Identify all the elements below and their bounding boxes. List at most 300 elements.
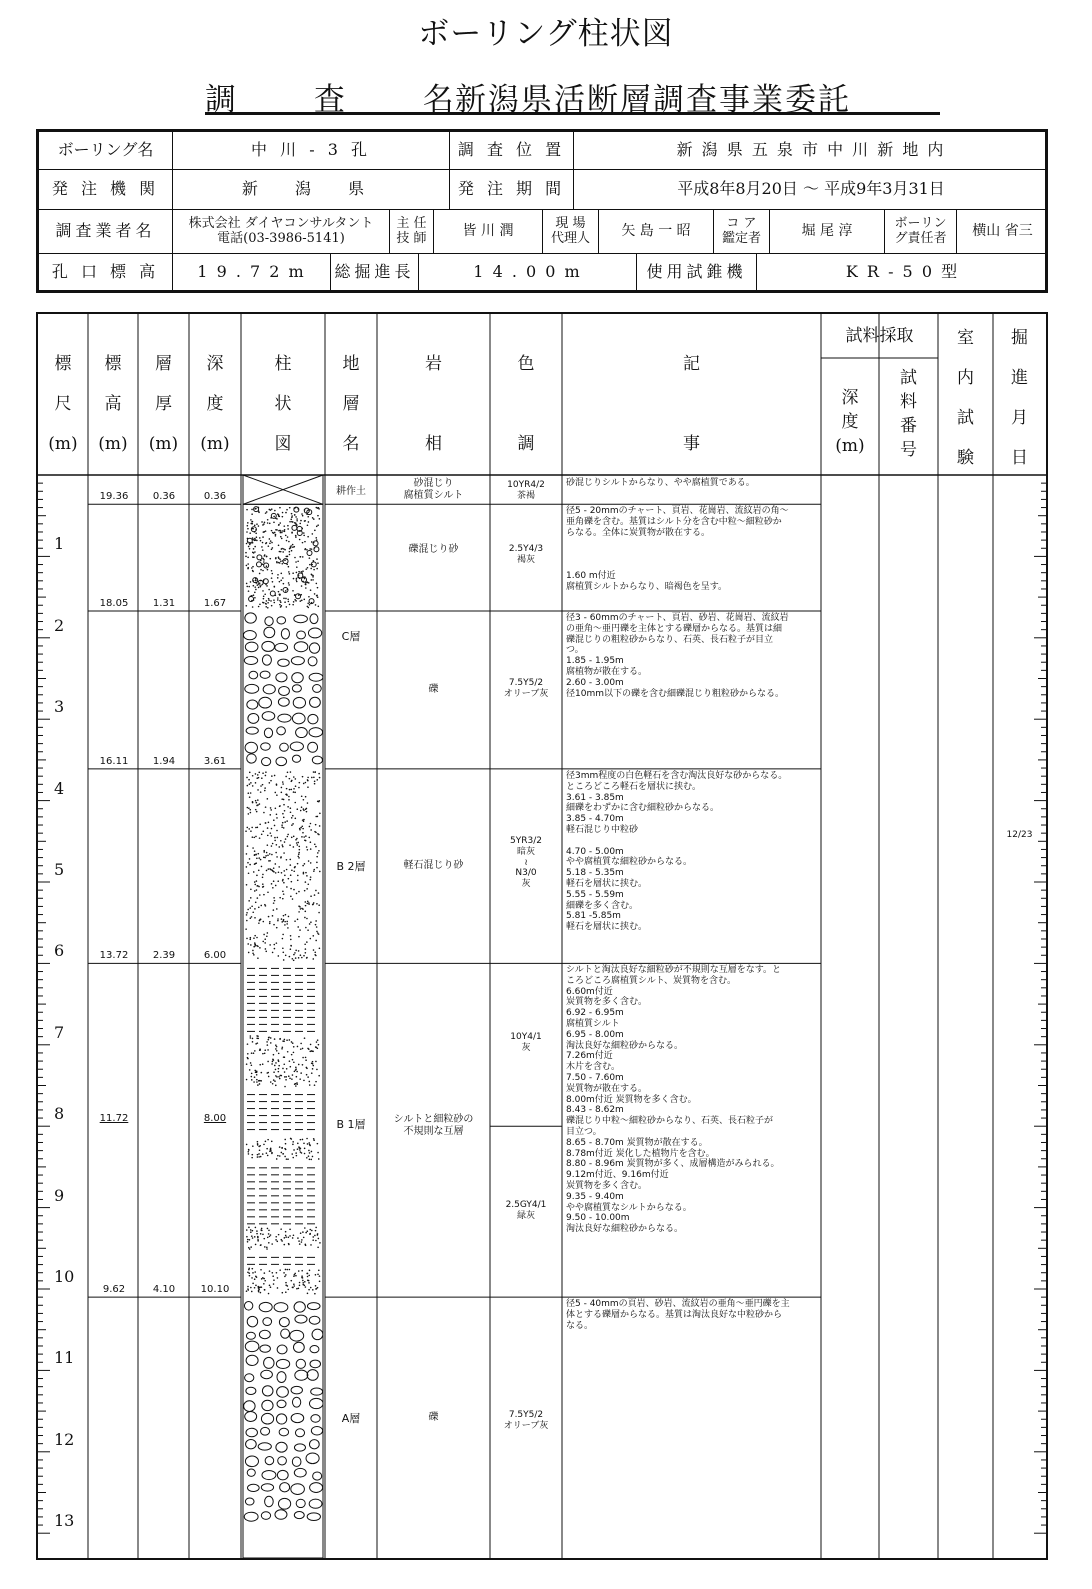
pumice-sand-dot — [276, 856, 278, 858]
gravel-circle — [256, 562, 261, 567]
fine-sand-dot — [282, 1040, 284, 1042]
sand-dot — [288, 582, 290, 584]
sand-dot — [271, 573, 273, 575]
sand-dot — [266, 585, 268, 587]
pumice-sand-dot — [252, 785, 254, 787]
pumice-sand-dot — [274, 900, 276, 902]
fine-sand-dot — [292, 1144, 294, 1146]
pumice-sand-dot — [306, 941, 308, 943]
fine-sand-dot — [255, 1043, 257, 1045]
fine-sand-dot — [263, 1278, 265, 1280]
sand-dot — [295, 535, 297, 537]
gravel-pebble — [243, 631, 256, 640]
fine-sand-dot — [267, 1049, 269, 1051]
fine-sand-dot — [317, 1047, 319, 1049]
fine-sand-dot — [275, 1236, 277, 1238]
pumice-sand-dot — [299, 929, 301, 931]
pumice-sand-dot — [291, 824, 293, 826]
sand-dot — [287, 536, 289, 538]
fine-sand-dot — [252, 1283, 254, 1285]
pumice-sand-dot — [293, 776, 295, 778]
fine-sand-dot — [315, 1285, 317, 1287]
pumice-sand-dot — [276, 844, 278, 846]
sand-dot — [272, 547, 274, 549]
notes-5: シルトと淘汰良好な細粒砂が不規則な互層をなす。と ころどころ腐植質シルト、炭質物を含む。 6.60m付近 炭質物を多く含む。 6.92 - 6.95m 腐植質シルト 6.95 - 8.00m 淘汰良好な細粒砂からなる。 7.26m付近 木片を含む。 7.50 - 7.60m 炭質物が散在する。 8.00m付近 炭質物を多く含む。 8.43 - 8.62m 礫混じり中粒～細粒砂からなり、石英、長石粒子が 目立つ。 8.65 - 8.70m 炭質物が散在する。 8.78m付近 炭化した植物片を含む。 8.80 - 8.96m 炭質物が多く、成層構造がみられる。 9.12m付近、9.16m付近 炭質物を多く含む。 9.35 - 9.40m やや腐植質なシルトからなる。 9.50 - 10.00m 淘汰良好な細粒砂からなる。 — [566, 965, 782, 1235]
fine-sand-dot — [288, 1236, 290, 1238]
fine-sand-dot — [295, 1069, 297, 1071]
sand-dot — [276, 518, 278, 520]
pumice-sand-dot — [290, 939, 292, 941]
fine-sand-dot — [289, 1039, 291, 1041]
pumice-sand-dot — [281, 826, 283, 828]
fine-sand-dot — [271, 1153, 273, 1155]
pumice-sand-dot — [256, 811, 258, 813]
pumice-sand-dot — [255, 854, 257, 856]
sand-dot — [275, 557, 277, 559]
sand-dot — [275, 534, 277, 536]
sand-dot — [306, 549, 308, 551]
scale-label: 6 — [54, 941, 65, 961]
pumice-sand-dot — [254, 943, 256, 945]
pumice-sand-dot — [283, 959, 285, 961]
pumice-sand-dot — [276, 927, 278, 929]
sand-dot — [279, 558, 281, 560]
pumice-sand-dot — [298, 857, 300, 859]
pumice-sand-dot — [287, 927, 289, 929]
gravel-pebble — [292, 755, 300, 762]
sand-dot — [268, 598, 270, 600]
fine-sand-dot — [270, 1042, 272, 1044]
pumice-sand-dot — [256, 889, 258, 891]
pumice-sand-dot — [298, 787, 300, 789]
gravel-pebble — [293, 1342, 304, 1352]
sand-dot — [271, 542, 273, 544]
sand-dot — [299, 523, 301, 525]
pumice-sand-dot — [264, 942, 266, 944]
pumice-sand-dot — [255, 773, 257, 775]
sand-dot — [287, 528, 289, 530]
fine-sand-dot — [262, 1233, 264, 1235]
color-2: 2.5Y4/3 褐灰 — [508, 544, 544, 565]
sand-dot — [268, 545, 270, 547]
pumice-sand-dot — [305, 952, 307, 954]
pumice-sand-dot — [249, 939, 251, 941]
sand-dot — [287, 598, 289, 600]
gravel-pebble — [279, 1317, 289, 1326]
fine-sand-dot — [285, 1291, 287, 1293]
fine-sand-dot — [294, 1071, 296, 1073]
gravel-pebble — [246, 727, 258, 734]
fine-sand-dot — [300, 1072, 302, 1074]
pumice-sand-dot — [282, 947, 284, 949]
fine-sand-dot — [286, 1068, 288, 1070]
fine-sand-dot — [267, 1139, 269, 1141]
pumice-sand-dot — [286, 859, 288, 861]
sand-dot — [271, 577, 273, 579]
sand-dot — [285, 556, 287, 558]
fine-sand-dot — [260, 1269, 262, 1271]
fine-sand-dot — [308, 1150, 310, 1152]
scale-label: 9 — [54, 1185, 65, 1205]
sand-dot — [279, 507, 281, 509]
sand-dot — [258, 525, 260, 527]
pumice-sand-dot — [249, 796, 251, 798]
pumice-sand-dot — [316, 926, 318, 928]
gravel-pebble — [292, 685, 301, 692]
gravel-circle — [292, 525, 297, 530]
gravel-pebble — [265, 1496, 274, 1506]
fine-sand-dot — [268, 1076, 270, 1078]
sand-dot — [254, 586, 256, 588]
pumice-sand-dot — [318, 850, 320, 852]
gravel-pebble — [278, 1457, 287, 1465]
fine-sand-dot — [249, 1275, 251, 1277]
pumice-sand-dot — [250, 782, 252, 784]
pumice-sand-dot — [315, 846, 317, 848]
fine-sand-dot — [257, 1141, 259, 1143]
fine-sand-dot — [302, 1284, 304, 1286]
col-formation: 地 層 名 — [342, 354, 360, 454]
sand-dot — [255, 532, 257, 534]
pumice-sand-dot — [305, 835, 307, 837]
fine-sand-dot — [270, 1234, 272, 1236]
sand-dot — [279, 551, 281, 553]
gravel-pebble — [307, 1513, 320, 1521]
pumice-sand-dot — [268, 822, 270, 824]
fine-sand-dot — [283, 1272, 285, 1274]
sand-dot — [280, 601, 282, 603]
sand-dot — [266, 565, 268, 567]
gravel-circle — [270, 591, 275, 596]
pumice-sand-dot — [306, 846, 308, 848]
pumice-sand-dot — [292, 898, 294, 900]
pumice-sand-dot — [298, 846, 300, 848]
sand-dot — [296, 566, 298, 568]
pumice-sand-dot — [271, 828, 273, 830]
pumice-sand-dot — [314, 843, 316, 845]
pumice-sand-dot — [293, 791, 295, 793]
gravel-pebble — [275, 1510, 287, 1519]
sand-dot — [278, 591, 280, 593]
fine-sand-dot — [304, 1227, 306, 1229]
sand-dot — [290, 545, 292, 547]
sand-dot — [280, 536, 282, 538]
pumice-sand-dot — [300, 908, 302, 910]
pumice-sand-dot — [281, 872, 283, 874]
pumice-sand-dot — [293, 836, 295, 838]
fine-sand-dot — [298, 1240, 300, 1242]
sand-dot — [261, 546, 263, 548]
pumice-sand-dot — [258, 857, 260, 859]
sand-dot — [279, 604, 281, 606]
fine-sand-dot — [306, 1157, 308, 1159]
pumice-sand-dot — [262, 921, 264, 923]
pumice-sand-dot — [262, 784, 264, 786]
sand-dot — [292, 572, 294, 574]
sand-dot — [266, 600, 268, 602]
gravel-pebble — [291, 1413, 304, 1422]
pumice-sand-dot — [294, 802, 296, 804]
sand-dot — [289, 551, 291, 553]
pumice-sand-dot — [250, 830, 252, 832]
fine-sand-dot — [284, 1071, 286, 1073]
fine-sand-dot — [269, 1285, 271, 1287]
scale-label: 7 — [54, 1022, 65, 1042]
fine-sand-dot — [301, 1239, 303, 1241]
fine-sand-dot — [317, 1152, 319, 1154]
fine-sand-dot — [308, 1289, 310, 1291]
sand-dot — [284, 549, 286, 551]
fine-sand-dot — [268, 1233, 270, 1235]
sand-dot — [307, 536, 309, 538]
pumice-sand-dot — [262, 876, 264, 878]
pumice-sand-dot — [298, 957, 300, 959]
lithology-3: 礫 — [428, 684, 439, 695]
pumice-sand-dot — [270, 809, 272, 811]
pumice-sand-dot — [316, 867, 318, 869]
pumice-sand-dot — [284, 821, 286, 823]
pumice-sand-dot — [257, 804, 259, 806]
pumice-sand-dot — [295, 778, 297, 780]
fine-sand-dot — [259, 1048, 261, 1050]
pumice-sand-dot — [257, 885, 259, 887]
gravel-pebble — [297, 631, 306, 639]
pumice-sand-dot — [265, 822, 267, 824]
pumice-sand-dot — [248, 779, 250, 781]
fine-sand-dot — [247, 1053, 249, 1055]
pumice-sand-dot — [317, 816, 319, 818]
fine-sand-dot — [296, 1155, 298, 1157]
sand-dot — [249, 548, 251, 550]
fine-sand-dot — [297, 1046, 299, 1048]
pumice-sand-dot — [315, 955, 317, 957]
fine-sand-dot — [276, 1046, 278, 1048]
pumice-sand-dot — [281, 824, 283, 826]
pumice-sand-dot — [282, 846, 284, 848]
fine-sand-dot — [273, 1059, 275, 1061]
gravel-pebble — [296, 728, 308, 738]
pumice-sand-dot — [249, 907, 251, 909]
gravel-pebble — [308, 628, 321, 638]
gravel-pebble — [265, 1457, 274, 1465]
gravel-pebble — [294, 1468, 306, 1477]
pumice-sand-dot — [263, 851, 265, 853]
pumice-sand-dot — [308, 837, 310, 839]
pumice-sand-dot — [314, 771, 316, 773]
sand-dot — [246, 531, 248, 533]
fine-sand-dot — [292, 1042, 294, 1044]
sand-dot — [307, 516, 309, 518]
fine-sand-dot — [283, 1244, 285, 1246]
pumice-sand-dot — [286, 869, 288, 871]
pumice-sand-dot — [319, 825, 321, 827]
sand-dot — [305, 568, 307, 570]
sand-dot — [311, 548, 313, 550]
gravel-pebble — [311, 1415, 320, 1423]
gravel-pebble — [261, 1427, 270, 1435]
fine-sand-dot — [266, 1152, 268, 1154]
sand-dot — [302, 515, 304, 517]
fine-sand-dot — [250, 1062, 252, 1064]
pumice-sand-dot — [247, 862, 249, 864]
gravel-pebble — [295, 1429, 304, 1437]
gravel-pebble — [294, 1302, 305, 1312]
pumice-sand-dot — [252, 801, 254, 803]
fine-sand-dot — [257, 1237, 259, 1239]
fine-sand-dot — [309, 1229, 311, 1231]
fine-sand-dot — [267, 1228, 269, 1230]
sand-dot — [296, 579, 298, 581]
fine-sand-dot — [272, 1083, 274, 1085]
fine-sand-dot — [318, 1075, 320, 1077]
fine-sand-dot — [260, 1292, 262, 1294]
pumice-sand-dot — [307, 849, 309, 851]
sand-dot — [291, 517, 293, 519]
fine-sand-dot — [274, 1038, 276, 1040]
pumice-sand-dot — [307, 777, 309, 779]
fine-sand-dot — [297, 1237, 299, 1239]
sand-dot — [280, 532, 282, 534]
gravel-pebble — [276, 1359, 289, 1368]
fine-sand-dot — [256, 1079, 258, 1081]
sand-dot — [268, 599, 270, 601]
pumice-sand-dot — [319, 777, 321, 779]
fine-sand-dot — [254, 1271, 256, 1273]
survey-value: 新潟県活断層調査事業委託 — [455, 82, 851, 118]
pumice-sand-dot — [259, 920, 261, 922]
fine-sand-dot — [278, 1076, 280, 1078]
fine-sand-dot — [318, 1044, 320, 1046]
fine-sand-dot — [273, 1071, 275, 1073]
sand-dot — [311, 579, 313, 581]
col-notes: 記 事 — [683, 354, 700, 454]
fine-sand-dot — [309, 1270, 311, 1272]
gravel-pebble — [260, 1345, 271, 1352]
gravel-pebble — [310, 1346, 319, 1353]
pumice-sand-dot — [298, 936, 300, 938]
fine-sand-dot — [289, 1077, 291, 1079]
boundary-depth: 10.10 — [200, 1284, 230, 1296]
fine-sand-dot — [297, 1143, 299, 1145]
fine-sand-dot — [269, 1270, 271, 1272]
gravel-circle — [294, 507, 299, 512]
pumice-sand-dot — [269, 923, 271, 925]
sand-dot — [266, 556, 268, 558]
pumice-sand-dot — [282, 938, 284, 940]
scale-label: 3 — [54, 697, 65, 717]
sand-dot — [281, 538, 283, 540]
gravel-pebble — [307, 1370, 318, 1381]
sand-dot — [301, 571, 303, 573]
sand-dot — [269, 558, 271, 560]
pumice-sand-dot — [279, 806, 281, 808]
pumice-sand-dot — [290, 948, 292, 950]
fine-sand-dot — [282, 1292, 284, 1294]
pumice-sand-dot — [258, 870, 260, 872]
fine-sand-dot — [278, 1068, 280, 1070]
fine-sand-dot — [317, 1247, 319, 1249]
pumice-sand-dot — [308, 860, 310, 862]
pumice-sand-dot — [276, 830, 278, 832]
chief: 皆 川 潤 — [434, 210, 543, 254]
pumice-sand-dot — [246, 827, 248, 829]
fine-sand-dot — [311, 1230, 313, 1232]
pumice-sand-dot — [301, 825, 303, 827]
fine-sand-dot — [300, 1148, 302, 1150]
sand-dot — [277, 597, 279, 599]
pumice-sand-dot — [297, 919, 299, 921]
pumice-sand-dot — [245, 928, 247, 930]
pumice-sand-dot — [278, 871, 280, 873]
fine-sand-dot — [305, 1232, 307, 1234]
pumice-sand-dot — [298, 905, 300, 907]
sand-dot — [263, 523, 265, 525]
sand-dot — [294, 514, 296, 516]
sand-dot — [316, 568, 318, 570]
sand-dot — [245, 552, 247, 554]
sand-dot — [278, 515, 280, 517]
gravel-pebble — [277, 1372, 286, 1383]
fine-sand-dot — [293, 1149, 295, 1151]
pumice-sand-dot — [313, 949, 315, 951]
fine-sand-dot — [256, 1037, 258, 1039]
pumice-sand-dot — [270, 780, 272, 782]
sand-dot — [245, 605, 247, 607]
fine-sand-dot — [301, 1275, 303, 1277]
fine-sand-dot — [292, 1287, 294, 1289]
pumice-sand-dot — [313, 771, 315, 773]
pumice-sand-dot — [310, 938, 312, 940]
pumice-sand-dot — [265, 948, 267, 950]
pumice-sand-dot — [297, 844, 299, 846]
fine-sand-dot — [246, 1063, 248, 1065]
pumice-sand-dot — [293, 846, 295, 848]
pumice-sand-dot — [293, 959, 295, 961]
fine-sand-dot — [270, 1081, 272, 1083]
col-progress-date: 掘 進 月 日 — [1011, 328, 1028, 468]
fine-sand-dot — [299, 1078, 301, 1080]
gravel-pebble — [291, 1484, 305, 1495]
pumice-sand-dot — [304, 917, 306, 919]
pumice-sand-dot — [283, 915, 285, 917]
fine-sand-dot — [290, 1138, 292, 1140]
fine-sand-dot — [311, 1072, 313, 1074]
gravel-pebble — [247, 700, 258, 709]
pumice-sand-dot — [278, 846, 280, 848]
fine-sand-dot — [246, 1290, 248, 1292]
sand-dot — [279, 522, 281, 524]
sand-dot — [263, 531, 265, 533]
pumice-sand-dot — [248, 813, 250, 815]
gravel-pebble — [278, 698, 289, 706]
gravel-pebble — [295, 1370, 308, 1380]
pumice-sand-dot — [250, 792, 252, 794]
gravel-circle — [264, 563, 269, 568]
sand-dot — [269, 523, 271, 525]
fine-sand-dot — [260, 1233, 262, 1235]
pumice-sand-dot — [290, 896, 292, 898]
sand-dot — [273, 599, 275, 601]
fine-sand-dot — [312, 1289, 314, 1291]
fine-sand-dot — [296, 1288, 298, 1290]
pumice-sand-dot — [274, 792, 276, 794]
sand-dot — [289, 604, 291, 606]
fine-sand-dot — [273, 1054, 275, 1056]
gravel-pebble — [294, 1444, 305, 1451]
pumice-sand-dot — [247, 909, 249, 911]
sand-dot — [319, 518, 321, 520]
pumice-sand-dot — [306, 903, 308, 905]
